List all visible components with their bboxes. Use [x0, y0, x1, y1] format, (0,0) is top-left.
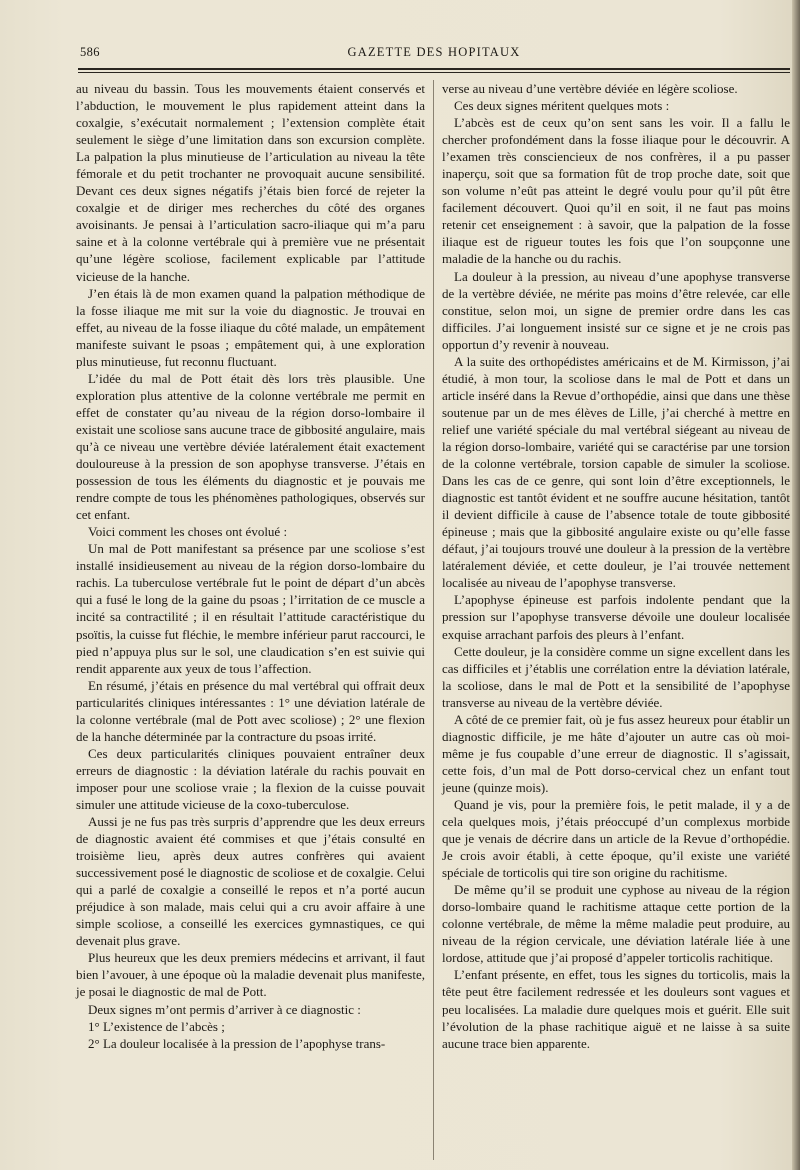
header-rule-thin — [78, 72, 790, 73]
paragraph: Plus heureux que les deux premiers médecins et arrivant, il faut bien l’avouer, à une époque où la maladie devenait plus manifeste, je posai le diagnostic de mal de Pott. — [76, 950, 425, 1000]
list-item: 2° La douleur localisée à la pression de l’apophyse trans- — [88, 1035, 386, 1051]
header-rule — [78, 68, 790, 70]
page-number: 586 — [80, 45, 100, 59]
paragraph: En résumé, j’étais en présence du mal vertébral qui offrait deux particularités cliniques intéressantes : 1° une déviation latérale de la colonne vertébrale (mal de Pott avec scoliose) ; 2° une flexion de la hanche déterminée par la contracture du psoas irrité. — [76, 677, 425, 744]
paragraph: L’idée du mal de Pott était dès lors très plausible. Une exploration plus attentive de la colonne vertébrale me permit en effet de constater qu’au niveau de la région dorso-lombaire il existait une scoliose sans aucune trace de gibbosité angulaire, mais qu’à ce niveau une vertèbre déviée latéralement était exactement douloureuse à la pression de son apophyse transverse. J’étais en possession de tous les éléments du diagnostic et je pouvais me rendre compte de tous les phénomènes pathologiques, observés sur cet enfant. — [76, 370, 425, 523]
paragraph: Ces deux signes méritent quelques mots : — [454, 98, 670, 114]
paragraph: Quand je vis, pour la première fois, le petit malade, il y a de cela quelques mois, j’étais préoccupé d’un complexus morbide que je venais de décrire dans un article de la Revue d’orthopédie. Je crois avoir établi, à cette époque, qu’il existe une variété spéciale de torticolis qui tire son origine du rachitisme. — [442, 796, 790, 881]
running-title: GAZETTE DES HOPITAUX — [347, 45, 521, 59]
paragraph: au niveau du bassin. Tous les mouvements étaient conservés et l’abduction, le mouvement le plus rapidement atteint dans la coxalgie, s’exécutait normalement ; l’extension complète était seulement le siège d’une limitation dans son excursion complète. La palpation la plus minutieuse de l’articulation au niveau la tête fémorale et du petit trochanter ne provoquait aucune sensibilité. Devant ces deux signes négatifs j’étais bien forcé de rejeter la coxalgie et de diriger mes recherches du côté des organes avoisinants. Je pensai à l’articulation sacro-iliaque qui m’a paru saine et à la colonne vertébrale qui à première vue ne présentait qu’une légère scoliose, facilement explicable par l’attitude vicieuse de la hanche. — [76, 81, 425, 284]
paragraph: A côté de ce premier fait, où je fus assez heureux pour établir un diagnostic difficile, je me hâte d’ajouter un autre cas où moi-même je fus coupable d’une erreur de diagnostic. Il s’agissait, cette fois, d’un mal de Pott dorso-cervical chez un enfant tout jeune (quinze mois). — [442, 711, 790, 795]
paragraph: Deux signes m’ont permis d’arriver à ce diagnostic : — [88, 1001, 361, 1017]
column-divider — [433, 80, 434, 1160]
right-column — [442, 80, 790, 1052]
paragraph: Aussi je ne fus pas très surpris d’apprendre que les deux erreurs de diagnostic avaient été commises et que j’étais consulté en troisième lieu, après deux autres confrères qui avaient successivement posé le diagnostic de scoliose et de coxalgie. Celui qui a parlé de coxalgie a conseillé le repos et n’a porté aucun préjudice à son malade, mais celui qui a cru avoir affaire à une simple scoliose, a conseillé les exercices gymnastiques, ce qui devenait plus grave. — [76, 814, 425, 949]
paragraph: L’apophyse épineuse est parfois indolente pendant que la pression sur l’apophyse transverse dévoile une douleur localisée exquise arrachant parfois des pleurs à l’enfant. — [442, 592, 790, 642]
paragraph: Un mal de Pott manifestant sa présence par une scoliose s’est installé insidieusement au niveau de la région dorso-lombaire du rachis. La tuberculose vertébrale fut le point de départ d’un abcès qui a fusé le long de la gaine du psoas ; l’irritation de ce muscle a incité sa contractilité ; il en résultait l’attitude caractéristique du psoïtis, la cuisse fut fléchie, le membre inférieur parut raccourci, le pied n’appuya plus sur le sol, une claudication s’en est suivie qui rendit apparente aux yeux de tous l’affection. — [76, 541, 425, 676]
paragraph: A la suite des orthopédistes américains et de M. Kirmisson, j’ai étudié, à mon tour, la scoliose dans le mal de Pott et dans un article inséré dans la Revue d’orthopédie, ainsi que dans une thèse soutenue par un de mes élèves de Lille, j’ai cherché à mettre en relief une variété spéciale du mal vertébral siégeant au niveau de la région dorso-lombaire, variété qui se caractérise par une torsion de la colonne vertébrale, torsion capable de simuler la scoliose. Dans les cas de ce genre, qui sont loin d’être exceptionnels, le diagnostic est tantôt évident et ne souffre aucune hésitation, tantôt il devient difficile à cause de l’absence totale de toute gibbosité épineuse ; mais que la gibbosité angulaire existe ou qu’elle fasse défaut, j’ai toujours trouvé une douleur à la pression de la vertèbre latéralement déviée, et cette douleur, je l’ai trouvée nettement localisée au niveau de l’apophyse transverse. — [442, 353, 790, 591]
paragraph: Ces deux particularités cliniques pouvaient entraîner deux erreurs de diagnostic : la déviation latérale du rachis pouvait en imposer pour une scoliose vraie ; la flexion de la cuisse pouvait simuler une attitude vicieuse de la coxo-tuberculose. — [76, 745, 425, 812]
left-column — [76, 80, 425, 1052]
list-item: 1° L’existence de l’abcès ; — [88, 1018, 225, 1034]
page-header — [76, 40, 792, 62]
paragraph: J’en étais là de mon examen quand la palpation méthodique de la fosse iliaque me mit sur la voie du diagnostic. Je trouvai en effet, au niveau de la fosse iliaque du côté malade, un empâtement manifeste suivant le psoas ; empâtement qui, à une exploration plus minutieuse, fut reconnu fluctuant. — [76, 285, 425, 369]
paragraph: La douleur à la pression, au niveau d’une apophyse transverse de la vertèbre déviée, ne mérite pas moins d’être relevée, car elle constitue, selon moi, un signe de premier ordre dans les cas difficiles. J’ai longuement insisté sur ce signe et je ne crois pas opportun d’y revenir à nouveau. — [442, 268, 790, 352]
paragraph: L’enfant présente, en effet, tous les signes du torticolis, mais la tête peut être facilement redressée et les douleurs sont vagues et peu localisées. La maladie dure quelques mois et guérit. Elle suit l’évolution de la phase rachitique aiguë et ne laisse à sa suite aucune trace bien apparente. — [442, 967, 790, 1051]
paragraph: Voici comment les choses ont évolué : — [88, 524, 288, 540]
paragraph: Cette douleur, je la considère comme un signe excellent dans les cas difficiles et j’établis une corrélation entre la déviation latérale, la scoliose, dans le mal de Pott et la sensibilité de l’apophyse transverse au niveau de la vertèbre déviée. — [442, 643, 790, 710]
paragraph: verse au niveau d’une vertèbre déviée en légère scoliose. — [442, 81, 738, 96]
page-edge-shadow — [792, 0, 800, 1170]
paragraph: De même qu’il se produit une cyphose au niveau de la région dorso-lombaire quand le rachitisme attaque cette portion de la colonne vertébrale, de même la même maladie peut produire, au niveau de la région cervicale, une déviation latérale liée à une lordose, attitude que j’ai proposé d’appeler torticolis rachitique. — [442, 882, 790, 966]
paragraph: L’abcès est de ceux qu’on sent sans les voir. Il a fallu le chercher profondément dans la fosse iliaque pour le découvrir. A l’examen très consciencieux de nos confrères, il a pu passer inaperçu, soit que sa formation fût de trop proche date, soit que son volume n’eût pas atteint le degré voulu pour qu’il pût être facilement découvert. Quoi qu’il en soit, il ne faut pas moins retenir cet enseignement : à savoir, que la palpation de la fosse iliaque est de rigueur toutes les fois que l’on soupçonne une maladie de la hanche ou du rachis. — [442, 115, 790, 267]
